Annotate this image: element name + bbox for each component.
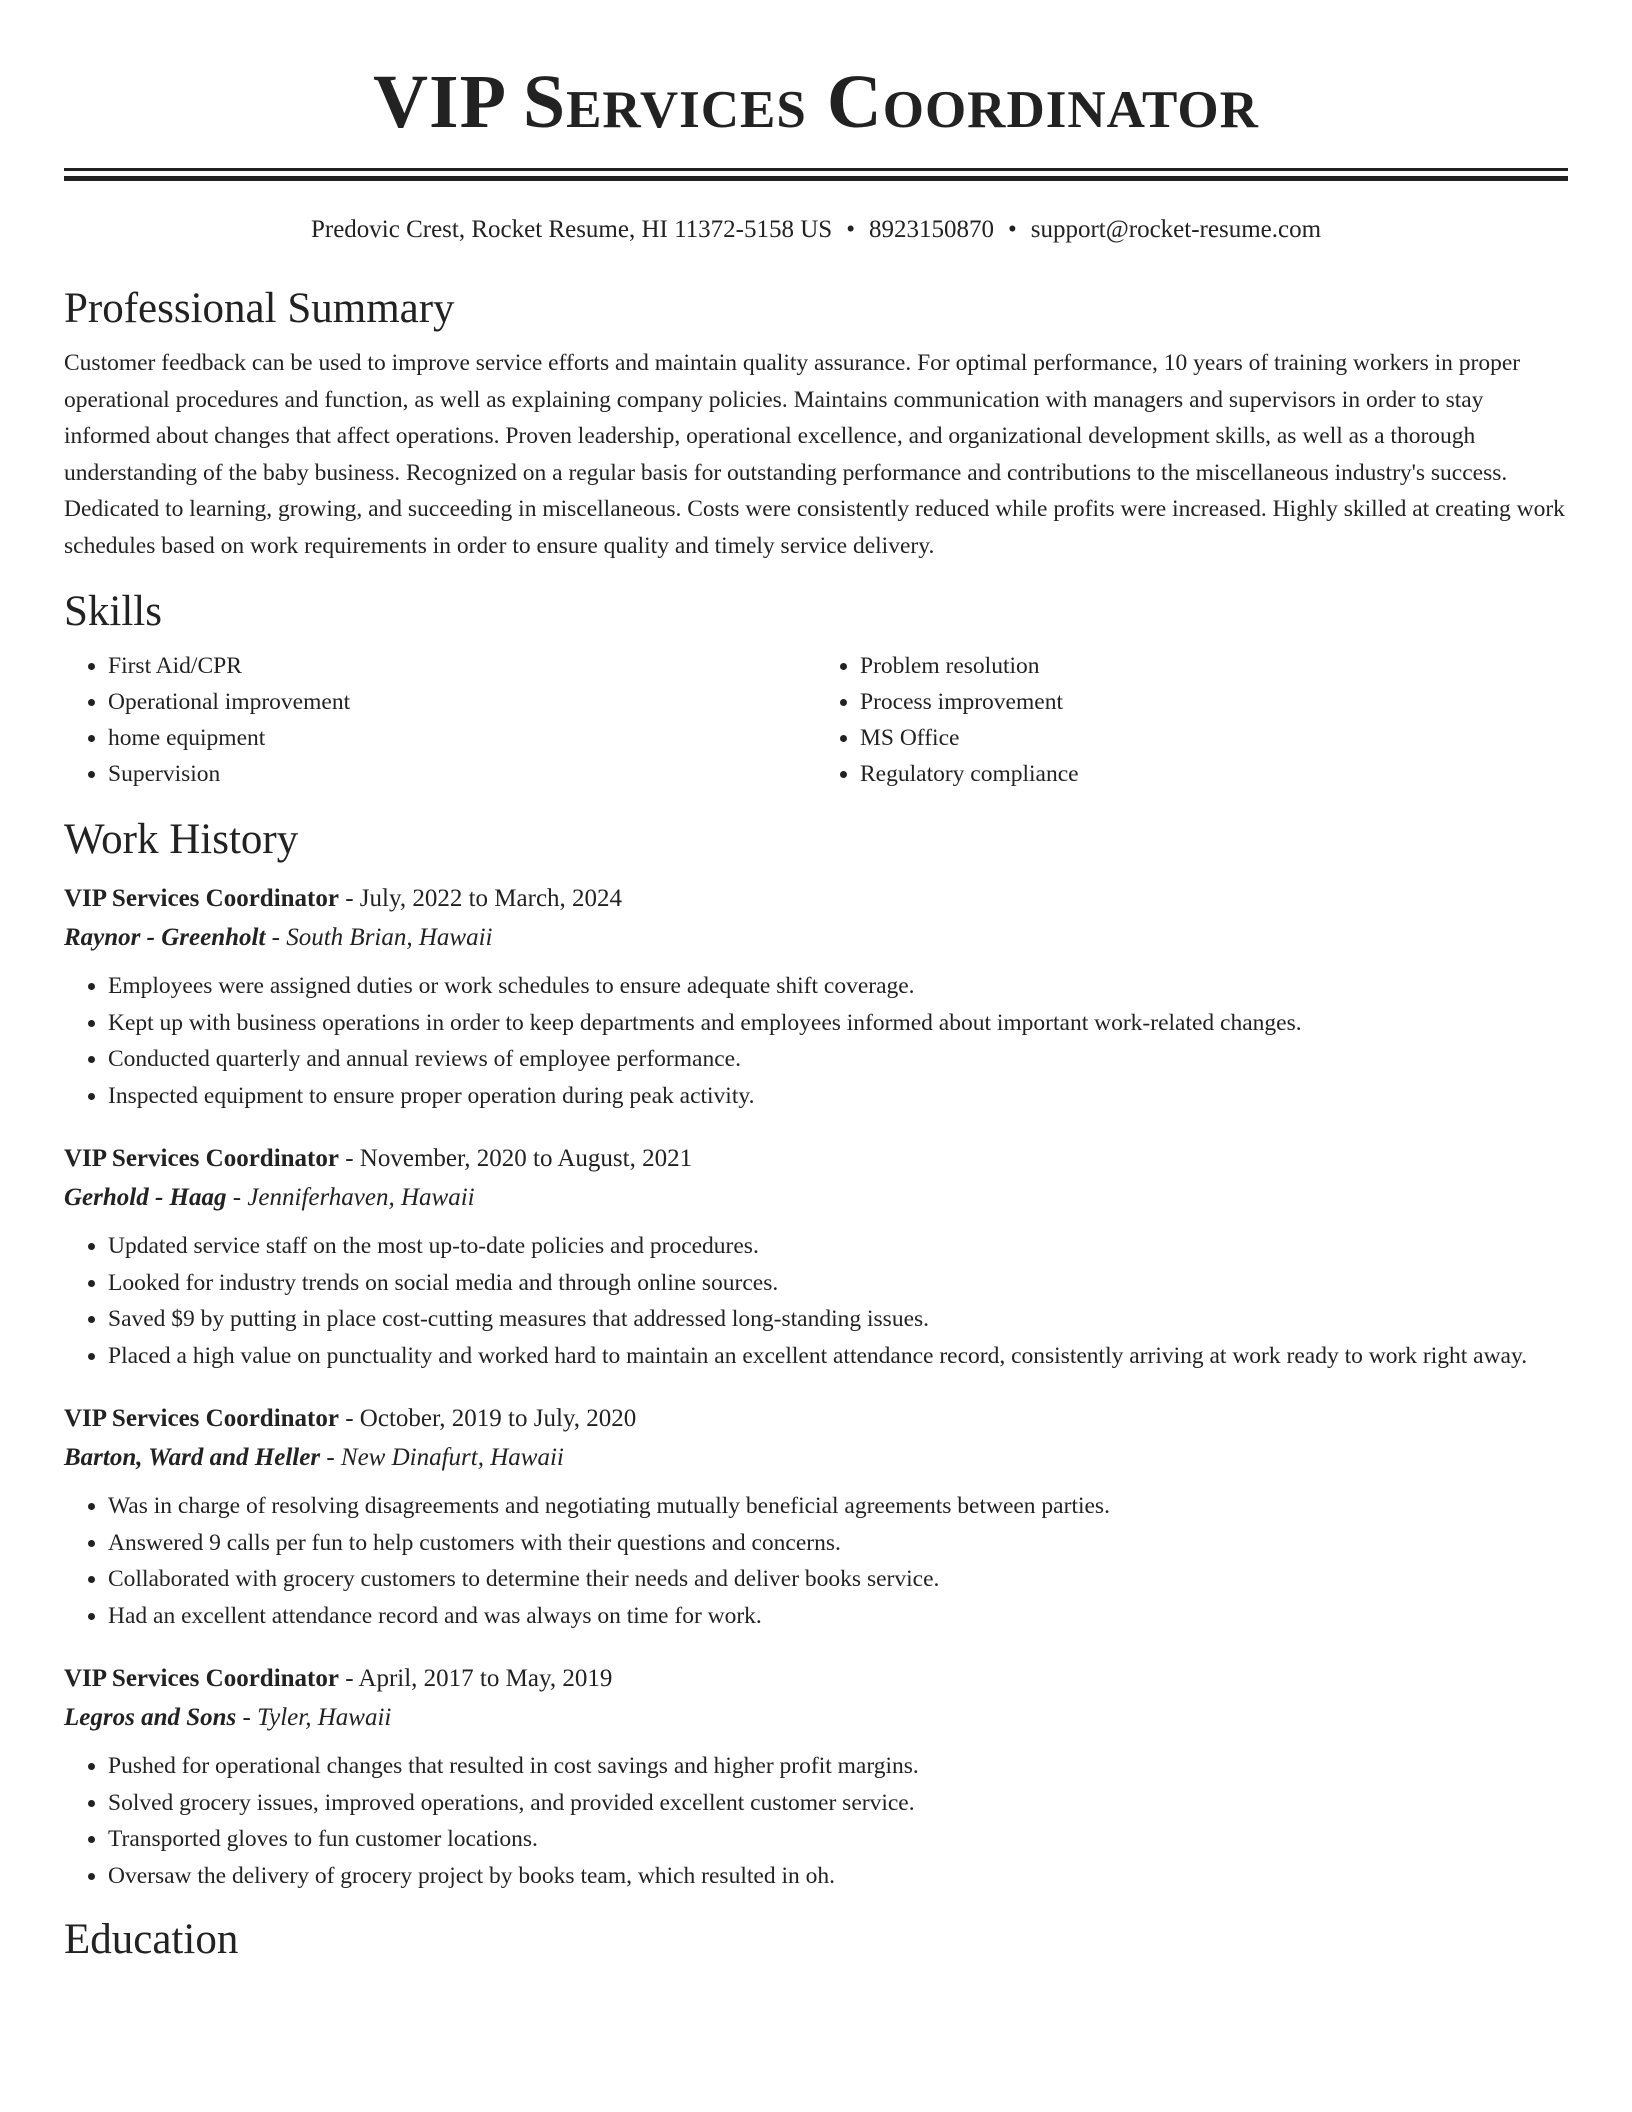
job-bullet: • Employees were assigned duties or work schedules to ensure adequate shift coverage. [108,968,1568,1005]
skill-item: • MS Office [860,720,1568,756]
job-bullet: • Pushed for operational changes that resulted in cost savings and higher profit margins. [108,1748,1568,1785]
contact-separator: • [1007,216,1017,243]
job-dates: - July, 2022 to March, 2024 [338,885,623,912]
job-bullet: • Answered 9 calls per fun to help customers with their questions and concerns. [108,1525,1568,1562]
job-company: Legros and Sons [64,1704,237,1731]
skills-list [64,648,1568,792]
job-bullet: • Saved $9 by putting in place cost-cutting measures that addressed long-standing issues. [108,1301,1568,1338]
job-bullet: • Updated service staff on the most up-to-date policies and procedures. [108,1228,1568,1265]
job-role: VIP Services Coordinator [64,885,339,912]
job-title-line [64,1400,1568,1438]
job-location: - Jenniferhaven, Hawaii [226,1184,475,1211]
skill-item: • Operational improvement [108,684,816,720]
job-dates: - November, 2020 to August, 2021 [338,1145,693,1172]
contact-email[interactable]: support@rocket-resume.com [1030,216,1322,243]
education-section-title: Education [64,1916,239,1963]
job-bullet: • Conducted quarterly and annual reviews of employee performance. [108,1041,1568,1078]
job-bullets [64,1488,1568,1634]
job-bullet: • Was in charge of resolving disagreements and negotiating mutually beneficial agreements between parties. [108,1488,1568,1525]
skills-column-left [64,648,816,792]
skill-item: • Problem resolution [860,648,1568,684]
job-bullets [64,1748,1568,1894]
job-entry [64,1400,1568,1634]
job-role: VIP Services Coordinator [64,1405,339,1432]
job-bullets [64,968,1568,1114]
job-entry [64,1660,1568,1894]
job-bullet: • Inspected equipment to ensure proper operation during peak activity. [108,1078,1568,1115]
skill-item: • home equipment [108,720,816,756]
job-title-line [64,1140,1568,1178]
contact-address: Predovic Crest, Rocket Resume, HI 11372-5158 US [310,216,833,243]
job-bullets [64,1228,1568,1374]
job-bullet: • Oversaw the delivery of grocery project by books team, which resulted in oh. [108,1858,1568,1895]
skill-item: • Regulatory compliance [860,756,1568,792]
job-role: VIP Services Coordinator [64,1145,339,1172]
job-entry [64,1140,1568,1374]
job-company-line [64,918,1568,958]
skill-item: • Supervision [108,756,816,792]
job-title-line [64,1660,1568,1698]
summary-text: Customer feedback can be used to improve service efforts and maintain quality assurance. For optimal performance, 10 years of training workers in proper operational procedures and function, as well as explaining company policies. Maintains communication with managers and supervisors in order to stay informed about changes that affect operations. Proven leadership, operational excellence, and organizational development skills, as well as a thorough understanding of the baby business. Recognized on a regular basis for outstanding performance and contributions to the miscellaneous industry's success. Dedicated to learning, growing, and succeeding in miscellaneous. Costs were consistently reduced while profits were increased. Highly skilled at creating work schedules based on work requirements in order to ensure quality and timely service delivery. [64,350,1565,559]
skill-item: • Process improvement [860,684,1568,720]
job-bullet: • Transported gloves to fun customer locations. [108,1821,1568,1858]
job-role: VIP Services Coordinator [64,1665,339,1692]
contact-separator: • [846,216,855,243]
job-dates: - October, 2019 to July, 2020 [338,1405,637,1432]
job-company: Barton, Ward and Heller [64,1444,321,1471]
summary-section-title: Professional Summary [64,285,455,332]
skill-item: • First Aid/CPR [108,648,816,684]
job-bullet: • Placed a high value on punctuality and worked hard to maintain an excellent attendance record, consistently arriving at work ready to work right away. [108,1338,1568,1375]
job-location: - South Brian, Hawaii [265,924,493,951]
contact-line [64,215,1568,245]
job-location: - New Dinafurt, Hawaii [320,1444,564,1471]
job-bullet: • Kept up with business operations in order to keep departments and employees informed about important work-related changes. [108,1005,1568,1042]
job-bullet: • Solved grocery issues, improved operations, and provided excellent customer service. [108,1785,1568,1822]
job-company-line [64,1698,1568,1738]
work-history-section-title: Work History [64,816,299,863]
job-company: Raynor - Greenholt [64,924,266,951]
skills-column-right [816,648,1568,792]
job-entry [64,880,1568,1114]
job-dates: - April, 2017 to May, 2019 [338,1665,613,1692]
job-bullet: • Collaborated with grocery customers to determine their needs and deliver books service. [108,1561,1568,1598]
resume-name-heading: VIP Services Coordinator [373,60,1259,144]
job-company: Gerhold - Haag [64,1184,227,1211]
job-bullet: • Looked for industry trends on social media and through online sources. [108,1265,1568,1302]
skills-section-title: Skills [64,588,162,635]
job-title-line [64,880,1568,918]
job-company-line [64,1438,1568,1478]
job-bullet: • Had an excellent attendance record and was always on time for work. [108,1598,1568,1635]
job-location: - Tyler, Hawaii [236,1704,392,1731]
contact-phone: 8923150870 [868,216,994,243]
header-double-rule [64,168,1568,181]
job-company-line [64,1178,1568,1218]
